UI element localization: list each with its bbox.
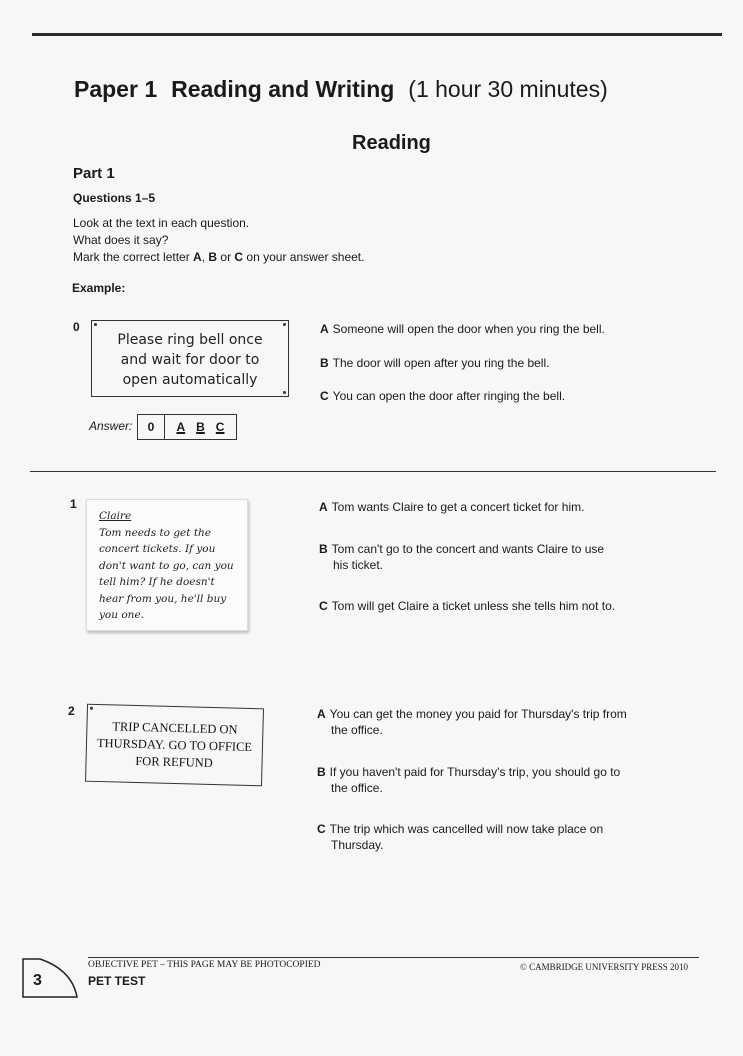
- pin-icon: [283, 391, 286, 394]
- letter-b: B: [208, 250, 218, 264]
- option-text: Someone will open the door when you ring the bell.: [332, 322, 605, 336]
- handwritten-note: [86, 499, 248, 631]
- section-title: Reading: [352, 132, 431, 154]
- answer-letter-b: B: [196, 420, 205, 434]
- instruction-separator: or: [217, 250, 235, 264]
- example-label: Example:: [72, 281, 126, 295]
- question-number: 0: [73, 320, 80, 334]
- example-option-b: [320, 355, 660, 371]
- option-text: his ticket.: [333, 558, 384, 572]
- answer-box: [137, 414, 237, 440]
- instruction-separator: ,: [201, 250, 209, 264]
- option-text: The trip which was cancelled will now take place on: [329, 822, 604, 836]
- notice-line: open automatically: [122, 372, 258, 388]
- answer-number: 0: [138, 415, 165, 439]
- option-letter: A: [319, 500, 328, 514]
- part-title: Part 1: [73, 165, 115, 182]
- notice-line: FOR REFUND: [135, 753, 213, 771]
- answer-letter-c: C: [215, 420, 225, 434]
- q1-option-a: [319, 499, 659, 515]
- answer-letter-a: A: [176, 420, 186, 434]
- notice-line: and wait for door to: [120, 352, 260, 368]
- paper-name: Reading and Writing: [171, 76, 395, 102]
- option-text: You can get the money you paid for Thursday's trip from: [329, 707, 627, 721]
- page-title: [74, 76, 608, 103]
- pin-icon: [90, 707, 93, 710]
- letter-a: A: [193, 250, 202, 264]
- section-divider: [30, 471, 716, 472]
- instruction-line-2: What does it say?: [73, 233, 169, 247]
- option-letter: A: [320, 322, 329, 336]
- instruction-text: on your answer sheet.: [243, 250, 365, 264]
- option-letter: C: [320, 389, 329, 403]
- notice-line: TRIP CANCELLED ON: [112, 719, 238, 737]
- option-text: Tom wants Claire to get a concert ticket for him.: [331, 500, 585, 514]
- paper-duration: (1 hour 30 minutes): [408, 76, 608, 102]
- note-line: Tom needs to get the: [99, 526, 212, 539]
- question-range: Questions 1–5: [73, 191, 156, 205]
- option-letter: B: [319, 542, 328, 556]
- q2-option-c: [317, 821, 657, 853]
- option-letter: B: [317, 765, 326, 779]
- footer-right: © CAMBRIDGE UNIVERSITY PRESS 2010: [520, 962, 689, 972]
- footer-left: OBJECTIVE PET – THIS PAGE MAY BE PHOTOCOPIED: [88, 960, 321, 970]
- option-letter: C: [317, 822, 326, 836]
- top-rule: [32, 33, 722, 36]
- example-option-c: [320, 388, 660, 404]
- option-letter: A: [317, 707, 326, 721]
- answer-label: Answer:: [89, 419, 133, 433]
- footer-rule: [88, 957, 699, 958]
- q2-option-b: [317, 764, 657, 796]
- option-text: If you haven't paid for Thursday's trip, you should go to: [329, 765, 621, 779]
- instruction-line-3: [73, 250, 364, 264]
- note-recipient: Claire: [99, 510, 132, 522]
- note-line: hear from you, he'll buy: [99, 592, 227, 605]
- option-text: Tom can't go to the concert and wants Claire to use: [331, 542, 605, 556]
- option-text: the office.: [331, 723, 383, 737]
- option-text: Tom will get Claire a ticket unless she tells him not to.: [331, 599, 616, 613]
- answer-letters: [165, 420, 236, 434]
- footer-subtitle: PET TEST: [88, 974, 146, 988]
- note-line: you one.: [99, 609, 144, 621]
- q1-option-b: [319, 541, 659, 573]
- note-line: concert tickets. If you: [99, 543, 216, 555]
- option-text: the office.: [331, 781, 383, 795]
- option-text: The door will open after you ring the bell.: [332, 356, 550, 370]
- note-line: tell him? If he doesn't: [99, 576, 215, 588]
- trip-notice: [85, 704, 264, 787]
- page-tab-icon: [22, 958, 78, 998]
- q1-option-c: [319, 598, 659, 614]
- example-option-a: [320, 321, 660, 337]
- question-number: 1: [70, 497, 77, 511]
- notice-line: Please ring bell once: [117, 332, 263, 348]
- instruction-line-1: Look at the text in each question.: [73, 216, 250, 230]
- question-number: 2: [68, 704, 75, 718]
- example-notice: [91, 320, 289, 397]
- paper-number: Paper 1: [74, 76, 158, 102]
- page-number: 3: [33, 972, 42, 989]
- notice-line: THURSDAY. GO TO OFFICE: [96, 735, 253, 755]
- option-text: Thursday.: [331, 838, 384, 852]
- option-text: You can open the door after ringing the bell.: [332, 389, 566, 403]
- instruction-text: Mark the correct letter: [73, 250, 194, 264]
- option-letter: B: [320, 356, 329, 370]
- option-letter: C: [319, 599, 328, 613]
- letter-c: C: [234, 250, 244, 264]
- pin-icon: [283, 323, 286, 326]
- note-line: don't want to go, can you: [99, 559, 234, 572]
- q2-option-a: [317, 706, 657, 738]
- pin-icon: [94, 323, 97, 326]
